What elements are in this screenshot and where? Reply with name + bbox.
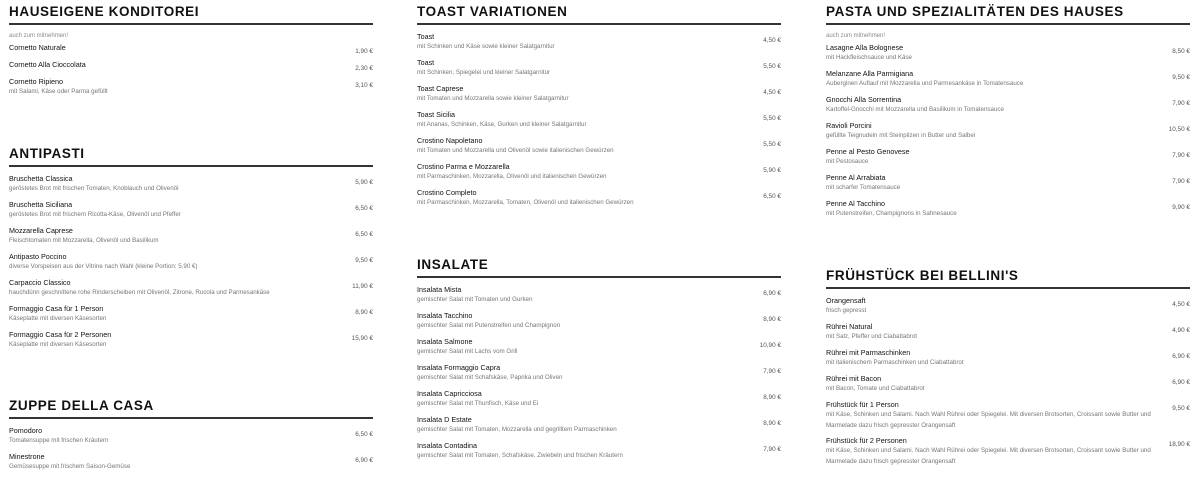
- item-name: Melanzane Alla Parmigiana: [826, 69, 914, 78]
- section-zuppe: [9, 394, 373, 477]
- section-divider: [417, 276, 781, 278]
- item-description: mit Bacon, Tomate und Ciabattabrot: [826, 385, 925, 392]
- item-name: Crostino Completo: [417, 188, 477, 197]
- item-name: Cornetto Alla Cioccolata: [9, 60, 86, 69]
- menu-item: [417, 310, 781, 336]
- item-price: 15,90 €: [351, 335, 373, 342]
- menu-item: [417, 388, 781, 414]
- item-description: gemischter Salat mit Lachs vom Grill: [417, 348, 518, 355]
- menu-item: [826, 399, 1190, 435]
- item-description: mit Schinken, Spiegelei und kleiner Salatgarnitur: [417, 69, 551, 76]
- item-name: Toast Sicilia: [417, 110, 455, 119]
- item-price: 6,50 €: [355, 431, 373, 438]
- item-description: gemischter Salat mit Tomaten und Gurken: [417, 296, 533, 303]
- menu-item: [9, 59, 373, 76]
- item-description: Kartoffel-Gnocchi mit Mozzarella und Basilikum in Tomatensauce: [826, 106, 1004, 113]
- item-name: Formaggio Casa für 1 Person: [9, 304, 104, 313]
- section-pasta: [826, 0, 1190, 224]
- menu-item: [417, 31, 781, 57]
- item-description: mit Salami, Käse oder Parma gefüllt: [9, 88, 108, 95]
- item-price: 5,50 €: [763, 63, 781, 70]
- item-description: mit Schinken und Käse sowie kleiner Salatgarnitur: [417, 43, 555, 50]
- item-name: Frühstück für 1 Person: [826, 400, 899, 409]
- section-note: auch zum mitnehmen!: [9, 33, 69, 39]
- item-price: 6,50 €: [355, 205, 373, 212]
- menu-item: [9, 451, 373, 477]
- section-divider: [417, 23, 781, 25]
- item-name: Penne Al Tacchino: [826, 199, 886, 208]
- item-description: mit Tomaten und Mozzarella und Olivenöl sowie italienischen Gewürzen: [417, 147, 614, 154]
- item-price: 6,50 €: [763, 193, 781, 200]
- section-divider: [9, 417, 373, 419]
- item-description: gefüllte Teignudeln mit Steinpilzen in Butter und Salbei: [826, 132, 976, 139]
- menu-item: [417, 57, 781, 83]
- item-name: Carpaccio Classico: [9, 278, 71, 287]
- section-toast: [417, 0, 781, 213]
- section-divider: [9, 23, 373, 25]
- item-name: Antipasto Poccino: [9, 252, 67, 261]
- item-name: Orangensaft: [826, 296, 866, 305]
- item-description: mit scharfer Tomatensauce: [826, 184, 901, 191]
- item-description: Auberginen Auflauf mit Mozzarella und Parmesankäse in Tomatensauce: [826, 80, 1024, 87]
- item-name: Penne al Pesto Genovese: [826, 147, 910, 156]
- item-description: Tomatensuppe mit frischen Kräutern: [9, 437, 109, 444]
- menu-item: [826, 94, 1190, 120]
- item-description: hauchdünn geschnittene rohe Rinderscheiben mit Olivenöl, Zitrone, Rucola und Parmesankäse: [9, 289, 270, 296]
- item-name: Insalata Mista: [417, 285, 462, 294]
- item-price: 6,50 €: [355, 231, 373, 238]
- menu-item: [417, 161, 781, 187]
- section-title: TOAST VARIATIONEN: [417, 4, 568, 19]
- item-price: 7,90 €: [1172, 100, 1190, 107]
- menu-item: [417, 362, 781, 388]
- item-description: gemischter Salat mit Tomaten, Schafskäse, Zwiebeln und frischen Kräutern: [417, 452, 623, 459]
- item-name: Toast: [417, 58, 435, 67]
- item-price: 6,90 €: [1172, 379, 1190, 386]
- item-price: 7,90 €: [763, 446, 781, 453]
- item-name: Rührei Natural: [826, 322, 873, 331]
- item-price: 6,90 €: [355, 457, 373, 464]
- item-description: mit Salz, Pfeffer und Ciabattabrot: [826, 333, 918, 340]
- item-name: Cornetto Naturale: [9, 43, 66, 52]
- item-name: Cornetto Ripieno: [9, 77, 63, 86]
- item-description: mit Käse, Schinken und Salami. Nach Wahl Rührei oder Spiegelei. Mit diversen Brotsorten, Croissant sowie Butter und Marmelade dazu frisch gepresster Orangensaft: [826, 447, 1151, 465]
- item-description: Gemüsesuppe mit frischem Saison-Gemüse: [9, 463, 131, 470]
- item-price: 4,50 €: [1172, 301, 1190, 308]
- item-name: Bruschetta Classica: [9, 174, 73, 183]
- menu-item: [9, 425, 373, 451]
- menu-item: [9, 42, 373, 59]
- section-divider: [826, 23, 1190, 25]
- item-price: 7,90 €: [1172, 178, 1190, 185]
- item-description: mit Parmaschinken, Mozzarella, Olivenöl und italienischen Gewürzen: [417, 173, 607, 180]
- section-antipasti: [9, 142, 373, 355]
- item-description: mit Putenstreifen, Champignons in Sahnesauce: [826, 210, 957, 217]
- item-description: mit italienischem Parmaschinken und Ciabattabrot: [826, 359, 964, 366]
- section-divider: [9, 165, 373, 167]
- item-price: 4,50 €: [763, 89, 781, 96]
- item-description: Fleischtomaten mit Mozzarella, Olivenöl und Basilikum: [9, 237, 159, 244]
- item-description: geröstetes Brot mit frischen Tomaten, Knoblauch und Olivenöl: [9, 185, 179, 192]
- item-name: Mozzarella Caprese: [9, 226, 73, 235]
- item-name: Insalata Formaggio Capra: [417, 363, 501, 372]
- menu-item: [417, 336, 781, 362]
- menu-item: [826, 68, 1190, 94]
- menu-item: [826, 146, 1190, 172]
- menu-item: [826, 435, 1190, 471]
- item-name: Penne Al Arrabiata: [826, 173, 886, 182]
- item-name: Insalata Tacchino: [417, 311, 473, 320]
- menu-item: [417, 284, 781, 310]
- menu-item: [826, 172, 1190, 198]
- item-description: diverse Vorspeisen aus der Vitrine nach Wahl (kleine Portion: 5,90 €): [9, 263, 198, 270]
- menu-item: [826, 42, 1190, 68]
- menu-item: [9, 277, 373, 303]
- menu-item: [9, 303, 373, 329]
- item-description: mit Hackfleischsauce und Käse: [826, 54, 912, 61]
- section-title: ANTIPASTI: [9, 146, 85, 161]
- menu-item: [826, 198, 1190, 224]
- item-name: Insalata D Estate: [417, 415, 472, 424]
- section-fruehstueck: [826, 264, 1190, 471]
- menu-item: [417, 109, 781, 135]
- item-price: 8,90 €: [763, 316, 781, 323]
- menu-item: [9, 225, 373, 251]
- item-name: Bruschetta Siciliana: [9, 200, 73, 209]
- menu-item: [9, 329, 373, 355]
- section-title: ZUPPE DELLA CASA: [9, 398, 154, 413]
- item-price: 7,90 €: [1172, 152, 1190, 159]
- menu-item: [417, 83, 781, 109]
- item-price: 5,50 €: [763, 141, 781, 148]
- section-title: FRÜHSTÜCK BEI BELLINI'S: [826, 268, 1019, 283]
- item-name: Toast: [417, 32, 435, 41]
- menu-item: [826, 373, 1190, 399]
- section-title: INSALATE: [417, 257, 489, 272]
- item-name: Crostino Parma e Mozzarella: [417, 162, 510, 171]
- item-name: Rührei mit Bacon: [826, 374, 882, 383]
- item-name: Crostino Napoletano: [417, 136, 483, 145]
- item-name: Gnocchi Alla Sorrentina: [826, 95, 902, 104]
- item-price: 9,50 €: [1172, 405, 1190, 412]
- item-name: Insalata Contadina: [417, 441, 477, 450]
- item-description: Käseplatte mit diversen Käsesorten: [9, 315, 107, 322]
- item-description: mit Pestosauce: [826, 158, 869, 165]
- menu-item: [417, 187, 781, 213]
- menu-item: [417, 440, 781, 466]
- section-title: HAUSEIGENE KONDITOREI: [9, 4, 200, 19]
- menu-item: [826, 347, 1190, 373]
- item-price: 10,90 €: [759, 342, 781, 349]
- item-price: 8,90 €: [763, 420, 781, 427]
- item-name: Ravioli Porcini: [826, 121, 872, 130]
- item-price: 5,50 €: [763, 115, 781, 122]
- menu-item: [9, 199, 373, 225]
- section-note: auch zum mitnehmen!: [826, 33, 886, 39]
- item-description: gemischter Salat mit Schafskäse, Paprika und Oliven: [417, 374, 563, 381]
- item-name: Frühstück für 2 Personen: [826, 436, 907, 445]
- item-price: 18,90 €: [1168, 441, 1190, 448]
- item-description: gemischter Salat mit Thunfisch, Käse und Ei: [417, 400, 539, 407]
- menu-item: [826, 120, 1190, 146]
- item-description: geröstetes Brot mit frischem Ricotta-Käse, Olivenöl und Pfeffer: [9, 211, 181, 218]
- item-description: Käseplatte mit diversen Käsesorten: [9, 341, 107, 348]
- item-description: mit Tomaten und Mozzarella sowie kleiner Salatgarnitur: [417, 95, 569, 102]
- item-name: Toast Caprese: [417, 84, 464, 93]
- section-divider: [826, 287, 1190, 289]
- item-price: 6,90 €: [1172, 353, 1190, 360]
- item-price: 10,50 €: [1168, 126, 1190, 133]
- item-name: Formaggio Casa für 2 Personen: [9, 330, 112, 339]
- menu-item: [9, 251, 373, 277]
- item-description: mit Parmaschinken, Mozzarella, Tomaten, Olivenöl und italienischen Gewürzen: [417, 199, 634, 206]
- item-price: 9,90 €: [1172, 204, 1190, 211]
- item-price: 8,90 €: [355, 309, 373, 316]
- section-insalate: [417, 253, 781, 466]
- item-description: mit Käse, Schinken und Salami. Nach Wahl Rührei oder Spiegelei. Mit diversen Brotsorten, Croissant sowie Butter und Marmelade dazu frisch gepresster Orangensaft: [826, 411, 1151, 429]
- item-price: 4,90 €: [1172, 327, 1190, 334]
- item-price: 8,90 €: [763, 394, 781, 401]
- section-title: PASTA UND SPEZIALITÄTEN DES HAUSES: [826, 4, 1124, 19]
- item-price: 7,90 €: [763, 368, 781, 375]
- menu-item: [9, 76, 373, 102]
- item-price: 2,30 €: [355, 65, 373, 72]
- item-description: frisch gepresst: [826, 307, 867, 314]
- menu-item: [826, 321, 1190, 347]
- item-price: 1,90 €: [355, 48, 373, 55]
- item-price: 4,50 €: [763, 37, 781, 44]
- item-price: 5,90 €: [355, 179, 373, 186]
- item-name: Insalata Capricciosa: [417, 389, 482, 398]
- item-name: Minestrone: [9, 452, 45, 461]
- item-name: Pomodoro: [9, 426, 43, 435]
- item-price: 5,90 €: [763, 167, 781, 174]
- menu-item: [417, 414, 781, 440]
- menu-item: [826, 295, 1190, 321]
- item-name: Insalata Salmone: [417, 337, 473, 346]
- item-price: 9,50 €: [355, 257, 373, 264]
- item-description: gemischter Salat mit Tomaten, Mozzarella und gegrilltem Parmaschinken: [417, 426, 617, 433]
- item-price: 3,10 €: [355, 82, 373, 89]
- menu-item: [9, 173, 373, 199]
- item-price: 6,90 €: [763, 290, 781, 297]
- item-description: mit Ananas, Schinken, Käse, Gurken und kleiner Salatgarnitur: [417, 121, 587, 128]
- item-price: 8,50 €: [1172, 48, 1190, 55]
- section-konditorei: [9, 0, 373, 102]
- menu-item: [417, 135, 781, 161]
- item-price: 11,90 €: [352, 283, 373, 290]
- item-name: Lasagne Alla Bolognese: [826, 43, 904, 52]
- item-name: Rührei mit Parmaschinken: [826, 348, 911, 357]
- item-price: 9,50 €: [1172, 74, 1190, 81]
- item-description: gemischter Salat mit Putenstreifen und Champignon: [417, 322, 561, 329]
